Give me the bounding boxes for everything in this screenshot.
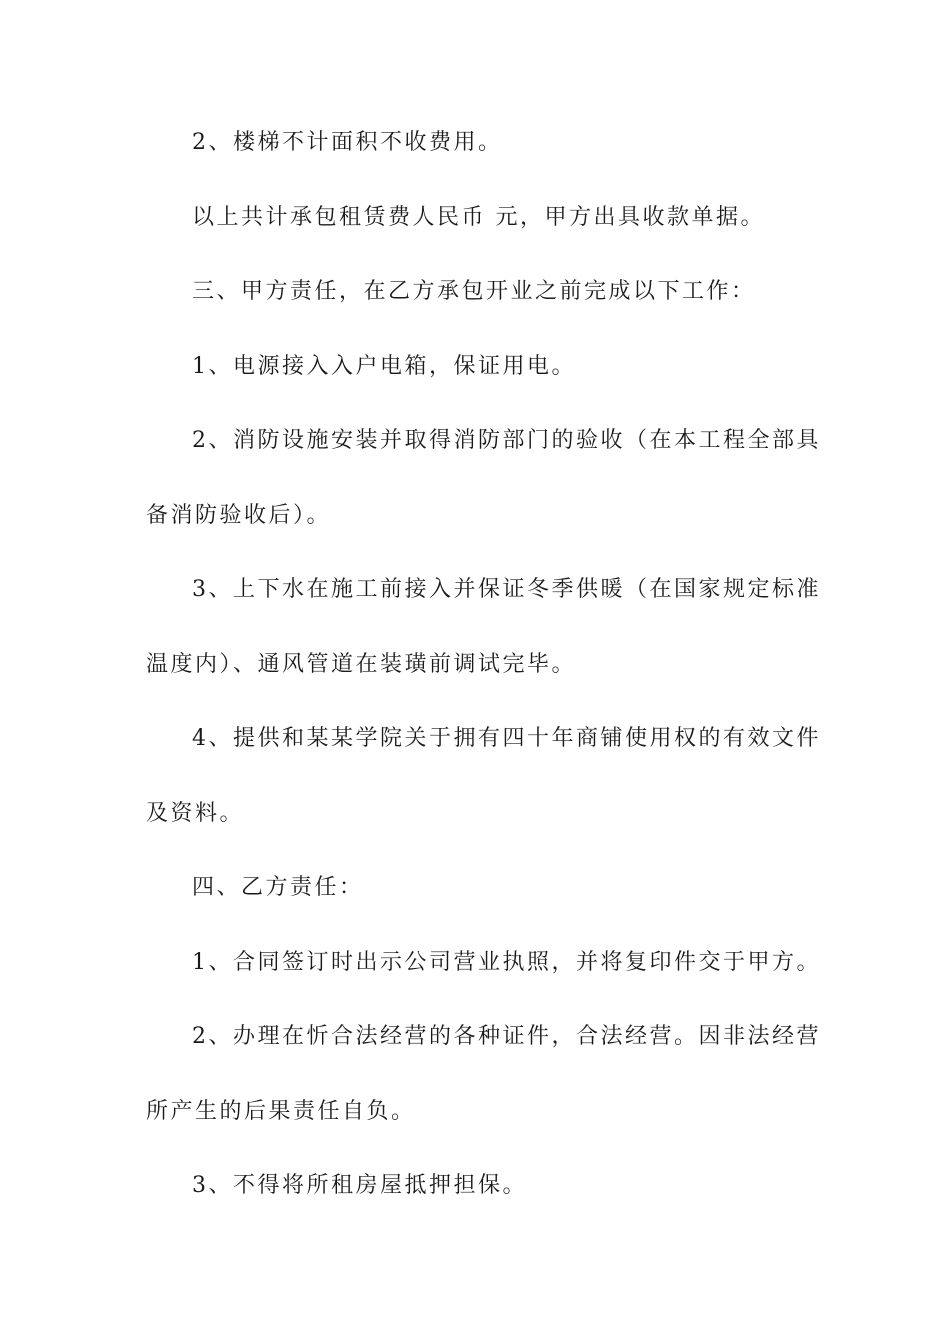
- paragraph-line: 1、合同签订时出示公司营业执照，并将复印件交于甲方。: [192, 949, 821, 975]
- paragraph-line: 3、不得将所租房屋抵押担保。: [192, 1173, 527, 1198]
- paragraph-line: 备消防验收后）。: [146, 502, 332, 528]
- paragraph-line: 3、上下水在施工前接入并保证冬季供暖（在国家规定标准: [192, 577, 821, 602]
- paragraph-line: 以上共计承包租赁费人民币 元，甲方出具收款单据。: [192, 204, 765, 230]
- paragraph-line: 2、消防设施安装并取得消防部门的验收（在本工程全部具: [192, 428, 821, 453]
- paragraph-line: 及资料。: [146, 800, 245, 826]
- paragraph-line: 所产生的后果责任自负。: [146, 1098, 416, 1124]
- section-heading: 四、乙方责任：: [192, 875, 364, 900]
- paragraph-line: 1、电源接入入户电箱，保证用电。: [192, 353, 576, 379]
- paragraph-line: 温度内）、通风管道在装璜前调试完毕。: [146, 651, 577, 677]
- section-heading: 三、甲方责任，在乙方承包开业之前完成以下工作：: [192, 279, 756, 304]
- paragraph-line: 4、提供和某某学院关于拥有四十年商铺使用权的有效文件: [192, 726, 821, 751]
- document-body: [146, 128, 821, 1201]
- paragraph-line: 2、楼梯不计面积不收费用。: [192, 130, 503, 155]
- paragraph-line: 2、办理在忻合法经营的各种证件，合法经营。因非法经营: [192, 1024, 821, 1049]
